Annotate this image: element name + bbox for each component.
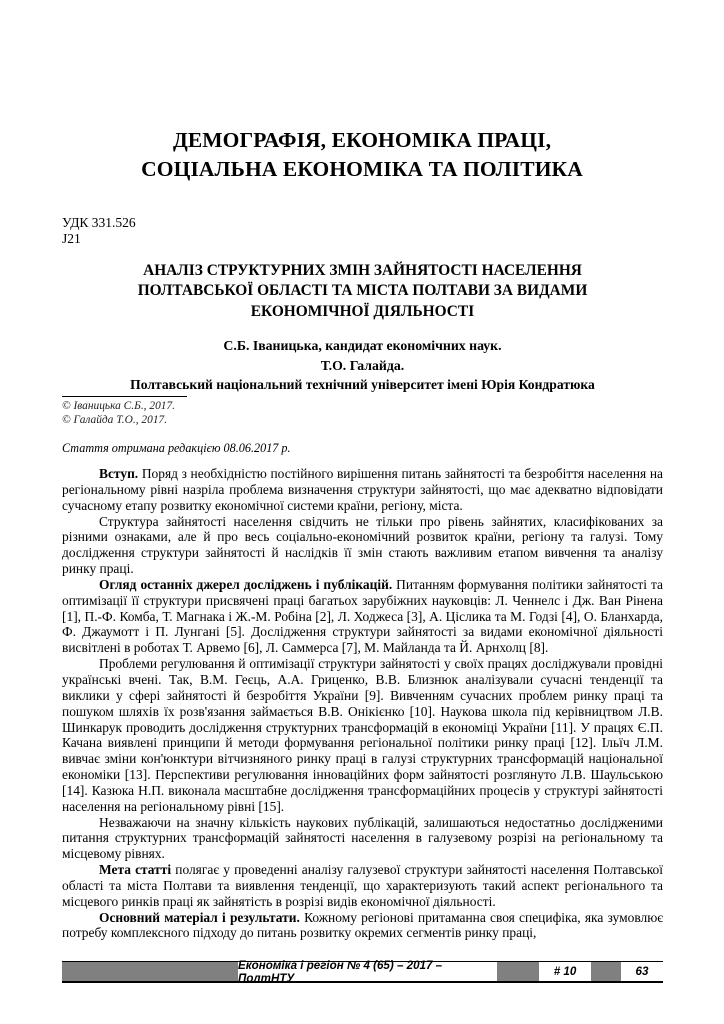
page-footer: [62, 958, 663, 985]
rubric-line-2: СОЦІАЛЬНА ЕКОНОМІКА ТА ПОЛІТИКА: [141, 157, 583, 181]
copyright-divider: [62, 396, 187, 397]
copyright-line-2: © Галайда Т.О., 2017.: [62, 414, 168, 427]
received-date: Стаття отримана редакцією 08.06.2017 р.: [62, 441, 291, 455]
paragraph-results-text: Кожному регіонові притаманна своя специфіка, яка зумовлює потребу комплексного підходу до питань розвитку окремих сегментів ринку праці,: [62, 909, 664, 941]
paragraph-review: [62, 577, 663, 656]
rubric-line-1: ДЕМОГРАФІЯ, ЕКОНОМІКА ПРАЦІ,: [172, 128, 552, 152]
footer-journal-title: Економіка і регіон № 4 (65) – 2017 – ПолтНТУ: [238, 962, 497, 981]
footer-spacer-left: [62, 962, 238, 981]
article-title-line-3: ЕКОНОМІЧНОЇ ДІЯЛЬНОСТІ: [250, 302, 475, 320]
author-2: Т.О. Галайда.: [320, 357, 405, 373]
udc-block: [62, 215, 136, 247]
authors-block: [62, 336, 663, 395]
paragraph-review-text: Питанням формування політики зайнятості та оптимізації її структури присвячені праці багатьох зарубіжних науковців: Л. Ченнелс і Дж. Ван Рінена [1], П.-Ф. Комба, Т. Магнака і Ж.-М. Робіна [2], Л. Ходжеса [3], А. Ціслика та М. Годзі [4], О. Бланхарда, Ф. Джаумотт і П. Лунгані [5]. Дослідження структури зайнятості за видами економічної діяльності висвітлені в роботах Т. Арвемо [6], Л. Саммерса [7], М. Майланда та Й. Арнхолц [8].: [62, 576, 663, 656]
paragraph-lead-ohlyad: Огляд останніх джерел досліджень і публікацій.: [99, 576, 393, 592]
paragraph-intro-text: Поряд з необхідністю постійного вирішення питань зайнятості та безробіття населення на регіональному рівні назріла проблема визначення структури зайнятості, що має адекватно відповідати сучасному етапу розвитку економічної системи країни, регіону, міста.: [62, 466, 663, 513]
paragraph-aim: [62, 862, 663, 910]
article-title-line-1: АНАЛІЗ СТРУКТУРНИХ ЗМІН ЗАЙНЯТОСТІ НАСЕЛЕННЯ: [143, 262, 582, 279]
affiliation: Полтавський національний технічний університет імені Юрія Кондратюка: [130, 377, 595, 392]
section-rubric: [62, 126, 662, 184]
paragraph-lead-meta: Мета статті: [99, 862, 172, 878]
paragraph-ukrainian-scholars: Проблеми регулювання й оптимізації структури зайнятості у своїх працях досліджували провідні українські вчені. Так, В.М. Геєць, А.А. Гриценко, В.В. Близнюк аналізували сучасні тенденції та виклики у сфері зайнятості й безробіття України [9]. Вивченням сучасних проблем ринку праці та пошуком шляхів їх розв'язання займається В.В. Онікієнко [10]. Наукова школа під керівництвом Л.В. Шинкарук проводить дослідження структурних трансформацій в економіці України [11]. У працях Є.П. Качана виявлені принципи й методи формування регіональної політики ринку праці [12]. Ільїч Л.М. вивчає зміни кон'юнктури вітчизняного ринку праці в галузі структурних трансформацій національної економіки [13]. Перспективи регулювання інноваційних форм зайнятості розглянуто Л.В. Шаульською [14]. Казюка Н.П. виконала масштабне дослідження трансформаційних процесів у структурі зайнятості населення на регіональному рівні [15].: [62, 656, 663, 814]
copyright-line-1: © Іваницька С.Б., 2017.: [62, 400, 176, 412]
paragraph-intro: [62, 466, 663, 514]
paragraph-lead-vstup: Вступ.: [99, 466, 139, 481]
copyright-block: [62, 399, 175, 427]
paragraph-gap: Незважаючи на значну кількість наукових публікацій, залишаються недостатньо дослідженими питання структурних трансформацій зайнятості населення в галузевому розрізі на регіональному та місцевому рівнях.: [62, 814, 663, 862]
paragraph-aim-text: полягає у проведенні аналізу галузевої структури зайнятості населення Полтавської області та міста Полтави та виявлення тенденції, що характеризують такий аспект регіонального та місцевого ринків праці як зайнятість в розрізі видів економічної діяльності.: [62, 862, 663, 909]
author-1: С.Б. Іваницька, кандидат економічних наук.: [223, 338, 502, 353]
paragraph-structure: Структура зайнятості населення свідчить не тільки про рівень зайнятих, класифікованих за різними ознаками, але й про весь соціально-економічний розвиток країни, регіону та галузі. Тому дослідження структури зайнятості й наслідків її змін стають важливим етапом вивчення та аналізу ринку праці.: [62, 513, 663, 577]
paragraph-results: [62, 910, 663, 942]
footer-spacer-right: [591, 962, 621, 981]
udc-code: УДК 331.526: [62, 215, 136, 230]
article-body: [62, 466, 663, 941]
footer-issue-number: # 10: [539, 962, 591, 981]
footer-page-number: 63: [621, 962, 663, 981]
jel-code: J21: [62, 231, 81, 246]
article-title: [62, 261, 663, 322]
footer-spacer-mid: [497, 962, 539, 981]
paragraph-lead-osnovnyi: Основний матеріал і результати.: [99, 909, 300, 925]
article-title-line-2: ПОЛТАВСЬКОЇ ОБЛАСТІ ТА МІСТА ПОЛТАВИ ЗА ВИДАМИ: [137, 282, 588, 300]
